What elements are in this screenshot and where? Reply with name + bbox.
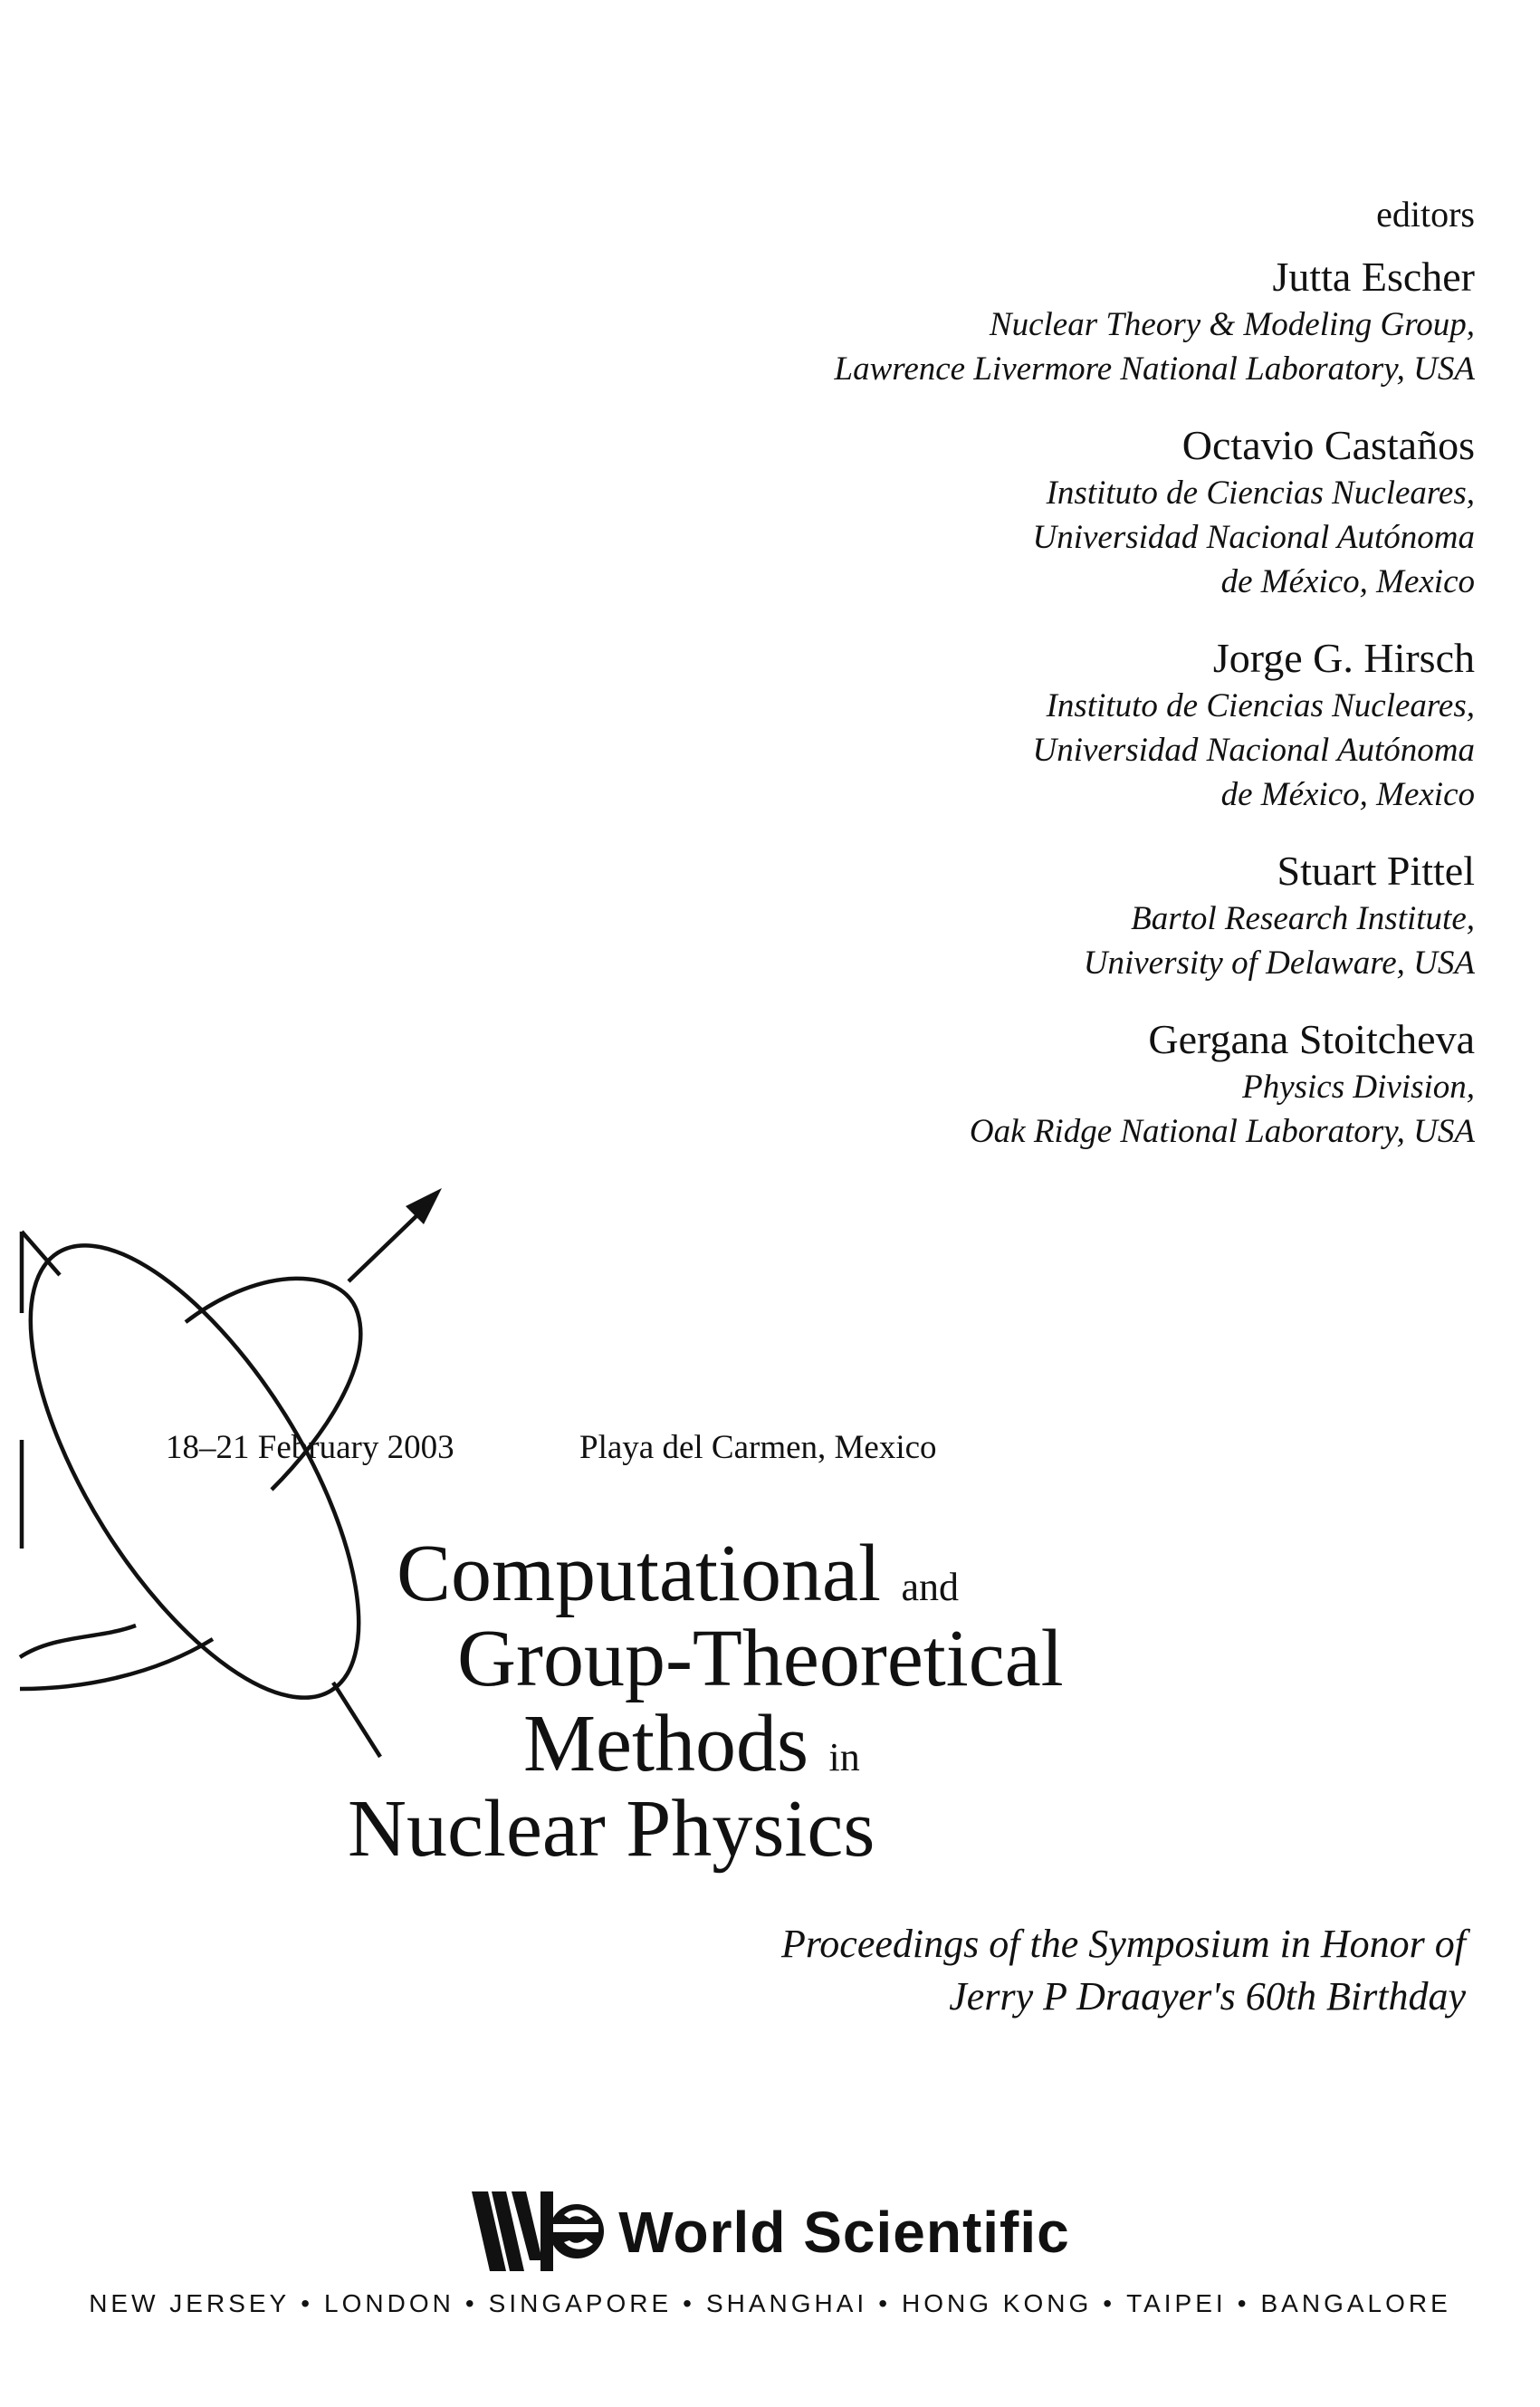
- editor-name: Gergana Stoitcheva: [1148, 1016, 1475, 1062]
- title-word: Methods: [523, 1699, 808, 1788]
- subtitle: [651, 1918, 1466, 2023]
- editor-name: Octavio Castaños: [1181, 422, 1475, 468]
- editor-entry: [569, 1014, 1475, 1154]
- editors-heading: editors: [1376, 194, 1475, 235]
- event-location: Playa del Carmen, Mexico: [579, 1429, 937, 1466]
- book-title-line: [457, 1614, 1064, 1704]
- city-separator: •: [1103, 2289, 1116, 2317]
- editor-affiliation-line: Lawrence Livermore National Laboratory, USA: [834, 350, 1475, 388]
- city-separator: •: [1237, 2289, 1250, 2317]
- editor-affiliation-line: Instituto de Ciencias Nucleares,: [1046, 687, 1475, 724]
- editor-entry: [569, 633, 1475, 817]
- city: BANGALORE: [1260, 2289, 1451, 2317]
- publisher: [0, 2188, 1540, 2277]
- editor-name: Jorge G. Hirsch: [1212, 635, 1475, 681]
- city: NEW JERSEY: [89, 2289, 291, 2317]
- editor-affiliation-line: de México, Mexico: [1220, 563, 1475, 600]
- world-scientific-logo-icon: [470, 2188, 606, 2277]
- subtitle-line: Proceedings of the Symposium in Honor of: [780, 1922, 1466, 1966]
- editor-affiliation-line: Universidad Nacional Autónoma: [1032, 732, 1475, 769]
- editor-entry: [569, 252, 1475, 391]
- editor-affiliation-line: Universidad Nacional Autónoma: [1032, 519, 1475, 556]
- editor-entry: [569, 420, 1475, 604]
- event-date: 18–21 February 2003: [166, 1429, 454, 1466]
- editor-affiliation-line: Physics Division,: [1242, 1069, 1475, 1106]
- city-separator: •: [301, 2289, 314, 2317]
- editor-name: Stuart Pittel: [1277, 848, 1475, 894]
- city: SINGAPORE: [488, 2289, 673, 2317]
- city: TAIPEI: [1126, 2289, 1227, 2317]
- editor-affiliation-line: de México, Mexico: [1220, 776, 1475, 813]
- city-separator: •: [683, 2289, 695, 2317]
- book-title-line: [348, 1784, 875, 1875]
- city-separator: •: [878, 2289, 892, 2317]
- title-word: Computational: [397, 1529, 881, 1618]
- city: HONG KONG: [902, 2289, 1093, 2317]
- editor-affiliation-line: Bartol Research Institute,: [1131, 900, 1475, 937]
- title-connector: and: [901, 1565, 959, 1609]
- city-separator: •: [464, 2289, 478, 2317]
- subtitle-line: Jerry P Draayer's 60th Birthday: [949, 1974, 1466, 2019]
- editor-affiliation-line: University of Delaware, USA: [1083, 945, 1475, 982]
- title-connector: in: [828, 1735, 860, 1779]
- title-word: Group-Theoretical: [457, 1614, 1064, 1703]
- editor-name: Jutta Escher: [1272, 254, 1475, 300]
- city: LONDON: [324, 2289, 454, 2317]
- publisher-cities: [0, 2289, 1540, 2318]
- editor-affiliation-line: Instituto de Ciencias Nucleares,: [1046, 475, 1475, 512]
- publisher-name: World Scientific: [618, 2200, 1070, 2265]
- editor-affiliation-line: Oak Ridge National Laboratory, USA: [969, 1113, 1475, 1150]
- city: SHANGHAI: [705, 2289, 868, 2317]
- editors-block: [569, 192, 1475, 1183]
- editor-affiliation-line: Nuclear Theory & Modeling Group,: [989, 306, 1475, 343]
- editor-entry: [569, 846, 1475, 985]
- title-word: Nuclear Physics: [348, 1784, 875, 1874]
